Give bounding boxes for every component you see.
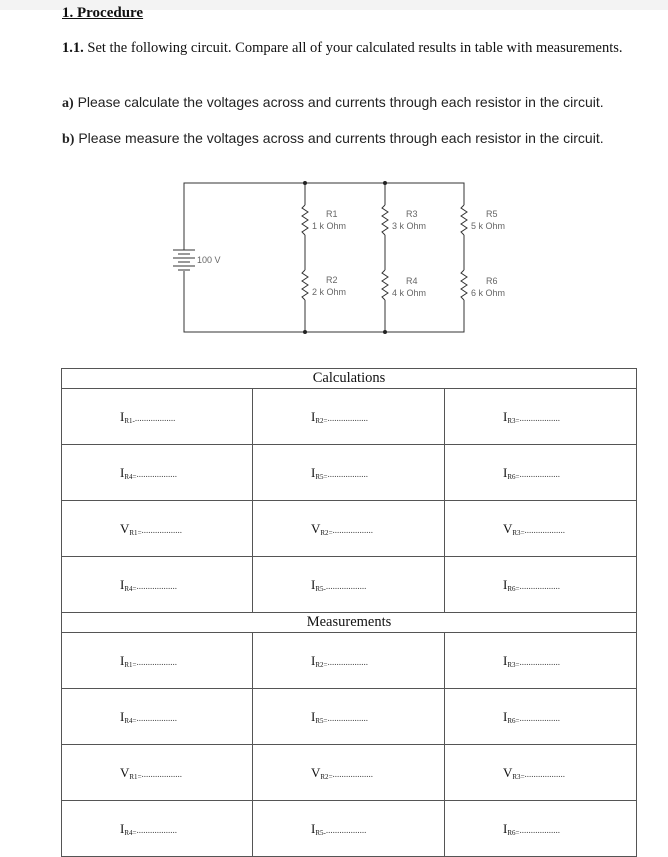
question-a-label: a) [62, 96, 74, 111]
results-table [61, 368, 637, 857]
meas-cell[interactable] [445, 801, 637, 857]
calc-cell[interactable] [253, 389, 445, 445]
meas-cell[interactable] [253, 745, 445, 801]
calc-cell[interactable] [62, 557, 253, 613]
meas-cell[interactable] [62, 689, 253, 745]
calc-cell[interactable] [445, 557, 637, 613]
variable-symbol: $I_{R6=}$ [503, 708, 520, 725]
blank-line: .................. [519, 712, 560, 723]
intro-number: 1.1. [62, 40, 84, 56]
r4-value: 4 k Ohm [392, 288, 427, 298]
blank-line: .................. [134, 412, 176, 423]
blank-line: .................. [141, 524, 183, 535]
blank-line: .................. [327, 412, 368, 423]
r2-name: R2 [326, 275, 338, 285]
procedure-heading: 1. Procedure [62, 5, 144, 21]
question-b-label: b) [62, 132, 75, 147]
variable-symbol: $I_{R5=}$ [311, 464, 328, 481]
variable-symbol: $I_{R4=}$ [120, 708, 137, 725]
blank-line: .................. [136, 468, 177, 479]
variable-symbol: $I_{R6=}$ [503, 464, 520, 481]
circuit-diagram [0, 170, 668, 365]
blank-line: .................. [524, 524, 566, 535]
variable-symbol: $I_{R2=}$ [311, 408, 328, 425]
question-b [62, 130, 604, 148]
question-a [62, 94, 604, 112]
intro-text: Set the following circuit. Compare all of your calculated results in table with measurements. [87, 40, 623, 56]
r6-name: R6 [486, 276, 498, 286]
variable-symbol: $I_{R6=}$ [503, 576, 520, 593]
source-voltage-label: 100 V [197, 255, 221, 265]
blank-line: .................. [327, 712, 368, 723]
r3-name: R3 [406, 209, 418, 219]
calc-cell[interactable] [253, 501, 445, 557]
r4-name: R4 [406, 276, 418, 286]
table-row [62, 633, 637, 689]
variable-symbol: $I_{R2=}$ [311, 652, 328, 669]
blank-line: .................. [136, 712, 177, 723]
variable-symbol: $I_{R4=}$ [120, 464, 137, 481]
table-row [62, 445, 637, 501]
blank-line: .................. [519, 412, 560, 423]
blank-line: .................. [325, 824, 367, 835]
table-row [62, 501, 637, 557]
meas-cell[interactable] [445, 689, 637, 745]
table-row [62, 389, 637, 445]
calc-cell[interactable] [62, 501, 253, 557]
blank-line: .................. [519, 824, 560, 835]
blank-line: .................. [519, 580, 560, 591]
calculations-header: Calculations [62, 369, 637, 389]
variable-symbol: $V_{R3=}$ [503, 520, 525, 537]
meas-cell[interactable] [253, 801, 445, 857]
blank-line: .................. [519, 656, 560, 667]
question-a-text: Please calculate the voltages across and currents through each resistor in the circuit. [77, 94, 604, 110]
calc-cell[interactable] [62, 389, 253, 445]
table-row [62, 557, 637, 613]
variable-symbol: $I_{R1=}$ [120, 652, 137, 669]
r3-value: 3 k Ohm [392, 221, 427, 231]
calc-cell[interactable] [445, 445, 637, 501]
blank-line: .................. [136, 580, 177, 591]
table-row [62, 801, 637, 857]
calc-cell[interactable] [445, 501, 637, 557]
circuit-wires [184, 183, 464, 332]
table-row [62, 689, 637, 745]
r5-name: R5 [486, 209, 498, 219]
blank-line: .................. [325, 580, 367, 591]
calc-cell[interactable] [253, 557, 445, 613]
table-row [62, 745, 637, 801]
meas-cell[interactable] [253, 689, 445, 745]
r1-value: 1 k Ohm [312, 221, 347, 231]
blank-line: .................. [136, 824, 177, 835]
blank-line: .................. [136, 656, 177, 667]
variable-symbol: $V_{R1=}$ [120, 520, 142, 537]
variable-symbol: $V_{R2=}$ [311, 520, 333, 537]
meas-cell[interactable] [445, 633, 637, 689]
calc-cell[interactable] [62, 445, 253, 501]
variable-symbol: $I_{R5=}$ [311, 708, 328, 725]
blank-line: .................. [524, 768, 566, 779]
variable-symbol: $V_{R1=}$ [120, 764, 142, 781]
variable-symbol: $I_{R5-}$ [311, 576, 326, 593]
meas-cell[interactable] [62, 801, 253, 857]
question-b-text: Please measure the voltages across and currents through each resistor in the circuit. [78, 130, 604, 146]
variable-symbol: $I_{R3=}$ [503, 652, 520, 669]
r6-value: 6 k Ohm [471, 288, 506, 298]
circuit-junctions [303, 181, 387, 334]
intro-paragraph [62, 39, 634, 58]
meas-cell[interactable] [62, 745, 253, 801]
r5-value: 5 k Ohm [471, 221, 506, 231]
calc-cell[interactable] [253, 445, 445, 501]
variable-symbol: $I_{R5-}$ [311, 820, 326, 837]
meas-cell[interactable] [62, 633, 253, 689]
calc-cell[interactable] [445, 389, 637, 445]
blank-line: .................. [327, 468, 368, 479]
r1-name: R1 [326, 209, 338, 219]
variable-symbol: $I_{R4=}$ [120, 820, 137, 837]
variable-symbol: $I_{R3=}$ [503, 408, 520, 425]
variable-symbol: $V_{R3=}$ [503, 764, 525, 781]
variable-symbol: $I_{R4=}$ [120, 576, 137, 593]
blank-line: .................. [519, 468, 560, 479]
variable-symbol: $I_{R6=}$ [503, 820, 520, 837]
blank-line: .................. [327, 656, 368, 667]
blank-line: .................. [332, 768, 374, 779]
variable-symbol: $I_{R1-}$ [120, 408, 135, 425]
variable-symbol: $V_{R2=}$ [311, 764, 333, 781]
r2-value: 2 k Ohm [312, 287, 347, 297]
meas-cell[interactable] [445, 745, 637, 801]
battery-icon [173, 250, 195, 270]
measurements-header: Measurements [62, 613, 637, 633]
blank-line: .................. [141, 768, 183, 779]
blank-line: .................. [332, 524, 374, 535]
meas-cell[interactable] [253, 633, 445, 689]
